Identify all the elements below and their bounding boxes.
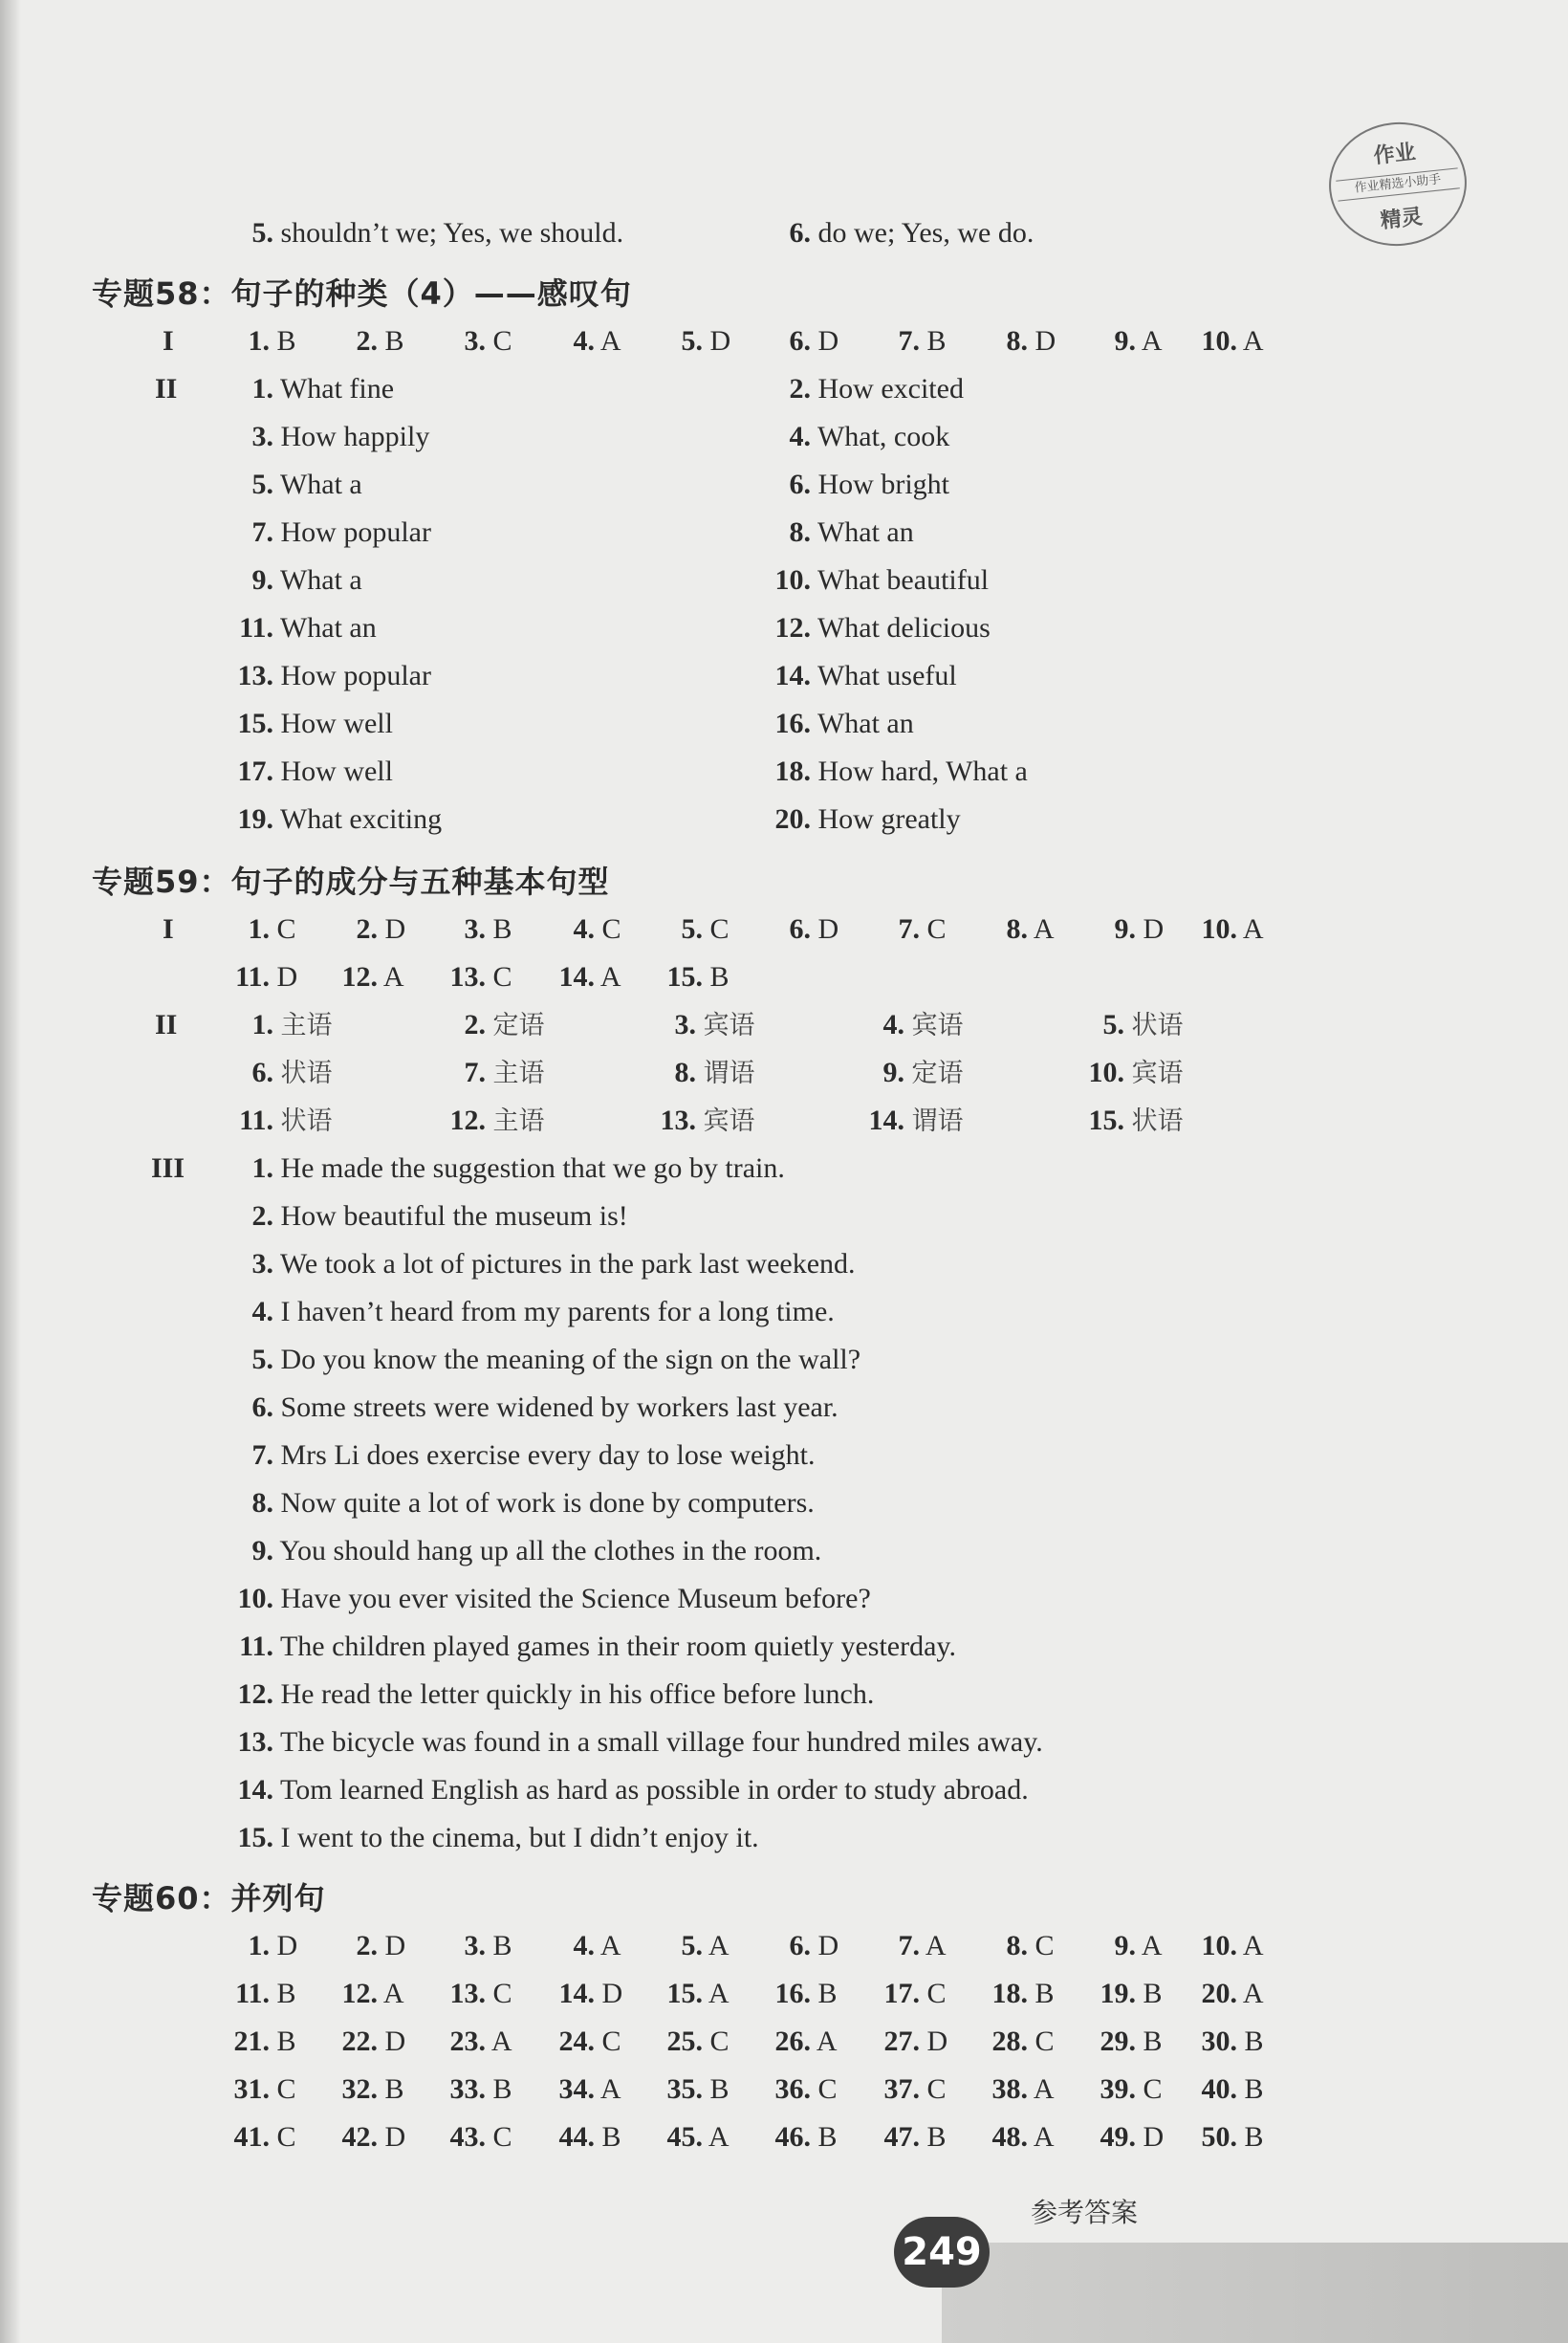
mc-answer: 10. A: [1201, 913, 1264, 945]
mc-answer: 13. C: [449, 1978, 512, 2009]
part-iii-label: III: [151, 1152, 185, 1184]
mc-answer: 44. B: [558, 2121, 621, 2153]
mc-answer: 29. B: [1100, 2025, 1163, 2057]
mc-answer: 48. A: [991, 2121, 1055, 2153]
mc-answer: 43. C: [449, 2121, 512, 2153]
footer-bar: [942, 2243, 1568, 2343]
mc-answer: 46. B: [774, 2121, 838, 2153]
mc-answer: 26. A: [774, 2025, 838, 2057]
mc-answer: 36. C: [774, 2073, 838, 2105]
stamp-line-1: 作业: [1372, 140, 1417, 169]
sentence-answer: 13. The bicycle was found in a small village four hundred miles away.: [237, 1726, 1043, 1758]
fill-answer: 11. What an: [239, 612, 377, 644]
stamp-line-2: 作业精选小助手: [1336, 167, 1460, 201]
sentence-answer: 3. We took a lot of pictures in the park last weekend.: [251, 1248, 856, 1280]
page-number: 249: [894, 2217, 990, 2288]
mc-answer: 24. C: [558, 2025, 621, 2057]
sentence-answer: 7. Mrs Li does exercise every day to lose weight.: [251, 1439, 816, 1471]
mc-answer: 20. A: [1201, 1978, 1264, 2009]
mc-answer: 49. D: [1100, 2121, 1165, 2153]
sentence-part-answer: 9. 定语: [882, 1057, 964, 1088]
mc-answer: 2. D: [356, 1930, 406, 1961]
mc-answer: 27. D: [883, 2025, 948, 2057]
fill-answer: 18. How hard, What a: [774, 755, 1028, 787]
part-ii-label: II: [155, 1009, 178, 1040]
fill-answer: 7. How popular: [251, 516, 431, 548]
sentence-part-answer: 11. 状语: [239, 1105, 333, 1136]
mc-answer: 4. C: [573, 913, 621, 945]
mc-answer: 41. C: [233, 2121, 296, 2153]
fill-answer: 2. How excited: [789, 373, 964, 405]
sentence-answer: 14. Tom learned English as hard as possible in order to study abroad.: [237, 1774, 1029, 1806]
mc-answer: 11. D: [235, 961, 298, 993]
mc-answer: 16. B: [774, 1978, 838, 2009]
answer-item: 6. do we; Yes, we do.: [789, 217, 1034, 249]
mc-answer: 35. B: [666, 2073, 730, 2105]
mc-answer: 3. C: [464, 325, 512, 357]
mc-answer: 34. A: [558, 2073, 621, 2105]
mc-answer: 8. A: [1006, 913, 1055, 945]
sentence-answer: 8. Now quite a lot of work is done by computers.: [251, 1487, 815, 1519]
mc-answer: 15. A: [666, 1978, 730, 2009]
sentence-answer: 4. I haven’t heard from my parents for a long time.: [251, 1296, 835, 1327]
footer-label: 参考答案: [1031, 2197, 1139, 2228]
fill-answer: 12. What delicious: [774, 612, 991, 644]
mc-answer: 5. D: [681, 325, 731, 357]
mc-answer: 38. A: [991, 2073, 1055, 2105]
mc-answer: 19. B: [1100, 1978, 1163, 2009]
watermark-stamp: [1323, 116, 1473, 252]
mc-answer: 2. D: [356, 913, 406, 945]
mc-answer: 2. B: [356, 325, 404, 357]
mc-answer: 4. A: [573, 1930, 621, 1961]
sentence-answer: 5. Do you know the meaning of the sign on the wall?: [251, 1344, 861, 1375]
fill-answer: 16. What an: [774, 708, 914, 739]
sentence-part-answer: 8. 谓语: [674, 1057, 755, 1088]
mc-answer: 8. D: [1006, 325, 1056, 357]
mc-answer: 13. C: [449, 961, 512, 993]
fill-answer: 20. How greatly: [774, 803, 961, 835]
mc-answer: 11. B: [235, 1978, 296, 2009]
mc-answer: 15. B: [666, 961, 730, 993]
mc-answer: 10. A: [1201, 1930, 1264, 1961]
mc-answer: 47. B: [883, 2121, 947, 2153]
mc-answer: 50. B: [1201, 2121, 1264, 2153]
mc-answer: 23. A: [449, 2025, 512, 2057]
mc-answer: 31. C: [233, 2073, 296, 2105]
sentence-part-answer: 13. 宾语: [660, 1105, 755, 1136]
section-60-title: 专题60：并列句: [92, 1880, 326, 1916]
mc-answer: 7. C: [898, 913, 947, 945]
fill-answer: 4. What, cook: [789, 421, 950, 452]
sentence-answer: 10. Have you ever visited the Science Museum before?: [237, 1583, 871, 1614]
mc-answer: 9. D: [1114, 913, 1165, 945]
mc-answer: 5. A: [681, 1930, 730, 1961]
mc-answer: 1. B: [248, 325, 296, 357]
mc-answer: 9. A: [1114, 1930, 1163, 1961]
mc-answer: 12. A: [341, 1978, 404, 2009]
mc-answer: 6. D: [789, 1930, 839, 1961]
mc-answer: 45. A: [666, 2121, 730, 2153]
sentence-part-answer: 14. 谓语: [868, 1105, 964, 1136]
sentence-answer: 9. You should hang up all the clothes in the room.: [251, 1535, 822, 1566]
sentence-answer: 6. Some streets were widened by workers last year.: [251, 1391, 838, 1423]
mc-answer: 6. D: [789, 913, 839, 945]
mc-answer: 14. A: [558, 961, 621, 993]
mc-answer: 40. B: [1201, 2073, 1264, 2105]
mc-answer: 7. B: [898, 325, 947, 357]
sentence-answer: 12. He read the letter quickly in his office before lunch.: [237, 1678, 875, 1710]
answer-item: 5. shouldn’t we; Yes, we should.: [251, 217, 624, 249]
fill-answer: 1. What fine: [251, 373, 395, 405]
fill-answer: 5. What a: [251, 469, 362, 500]
mc-answer: 9. A: [1114, 325, 1163, 357]
sentence-part-answer: 12. 主语: [449, 1105, 545, 1136]
sentence-part-answer: 15. 状语: [1088, 1105, 1184, 1136]
part-i-label: I: [163, 913, 174, 945]
mc-answer: 6. D: [789, 325, 839, 357]
sentence-part-answer: 4. 宾语: [882, 1009, 964, 1040]
fill-answer: 3. How happily: [251, 421, 430, 452]
sentence-part-answer: 7. 主语: [464, 1057, 545, 1088]
mc-answer: 39. C: [1100, 2073, 1163, 2105]
fill-answer: 6. How bright: [789, 469, 949, 500]
mc-answer: 14. D: [558, 1978, 623, 2009]
mc-answer: 18. B: [991, 1978, 1055, 2009]
fill-answer: 9. What a: [251, 564, 362, 596]
mc-answer: 3. B: [464, 913, 512, 945]
mc-answer: 32. B: [341, 2073, 404, 2105]
mc-answer: 28. C: [991, 2025, 1055, 2057]
fill-answer: 13. How popular: [237, 660, 431, 691]
sentence-answer: 1. He made the suggestion that we go by train.: [251, 1152, 785, 1184]
sentence-part-answer: 2. 定语: [464, 1009, 545, 1040]
part-ii-label: II: [155, 373, 178, 405]
mc-answer: 25. C: [666, 2025, 730, 2057]
mc-answer: 37. C: [883, 2073, 947, 2105]
mc-answer: 22. D: [341, 2025, 406, 2057]
mc-answer: 5. C: [681, 913, 730, 945]
section-58-title: 专题58：句子的种类（4）——感叹句: [92, 275, 632, 312]
sentence-part-answer: 3. 宾语: [674, 1009, 755, 1040]
fill-answer: 8. What an: [789, 516, 914, 548]
mc-answer: 17. C: [883, 1978, 947, 2009]
stamp-line-3: 精灵: [1379, 205, 1425, 234]
mc-answer: 4. A: [573, 325, 621, 357]
sentence-answer: 15. I went to the cinema, but I didn’t enjoy it.: [237, 1822, 759, 1853]
mc-answer: 30. B: [1201, 2025, 1264, 2057]
fill-answer: 14. What useful: [774, 660, 957, 691]
fill-answer: 10. What beautiful: [774, 564, 990, 596]
mc-answer: 8. C: [1006, 1930, 1055, 1961]
section-59-title: 专题59：句子的成分与五种基本句型: [92, 864, 610, 900]
mc-answer: 1. D: [248, 1930, 298, 1961]
fill-answer: 19. What exciting: [237, 803, 443, 835]
mc-answer: 10. A: [1201, 325, 1264, 357]
sentence-part-answer: 10. 宾语: [1088, 1057, 1184, 1088]
fill-answer: 15. How well: [237, 708, 393, 739]
fill-answer: 17. How well: [237, 755, 393, 787]
sentence-answer: 11. The children played games in their room quietly yesterday.: [239, 1631, 956, 1662]
part-i-label: I: [163, 325, 174, 357]
mc-answer: 3. B: [464, 1930, 512, 1961]
mc-answer: 42. D: [341, 2121, 406, 2153]
mc-answer: 12. A: [341, 961, 404, 993]
mc-answer: 21. B: [233, 2025, 296, 2057]
mc-answer: 7. A: [898, 1930, 947, 1961]
sentence-part-answer: 6. 状语: [251, 1057, 333, 1088]
sentence-part-answer: 5. 状语: [1102, 1009, 1184, 1040]
sentence-answer: 2. How beautiful the museum is!: [251, 1200, 628, 1232]
mc-answer: 33. B: [449, 2073, 512, 2105]
sentence-part-answer: 1. 主语: [251, 1009, 333, 1040]
mc-answer: 1. C: [248, 913, 296, 945]
